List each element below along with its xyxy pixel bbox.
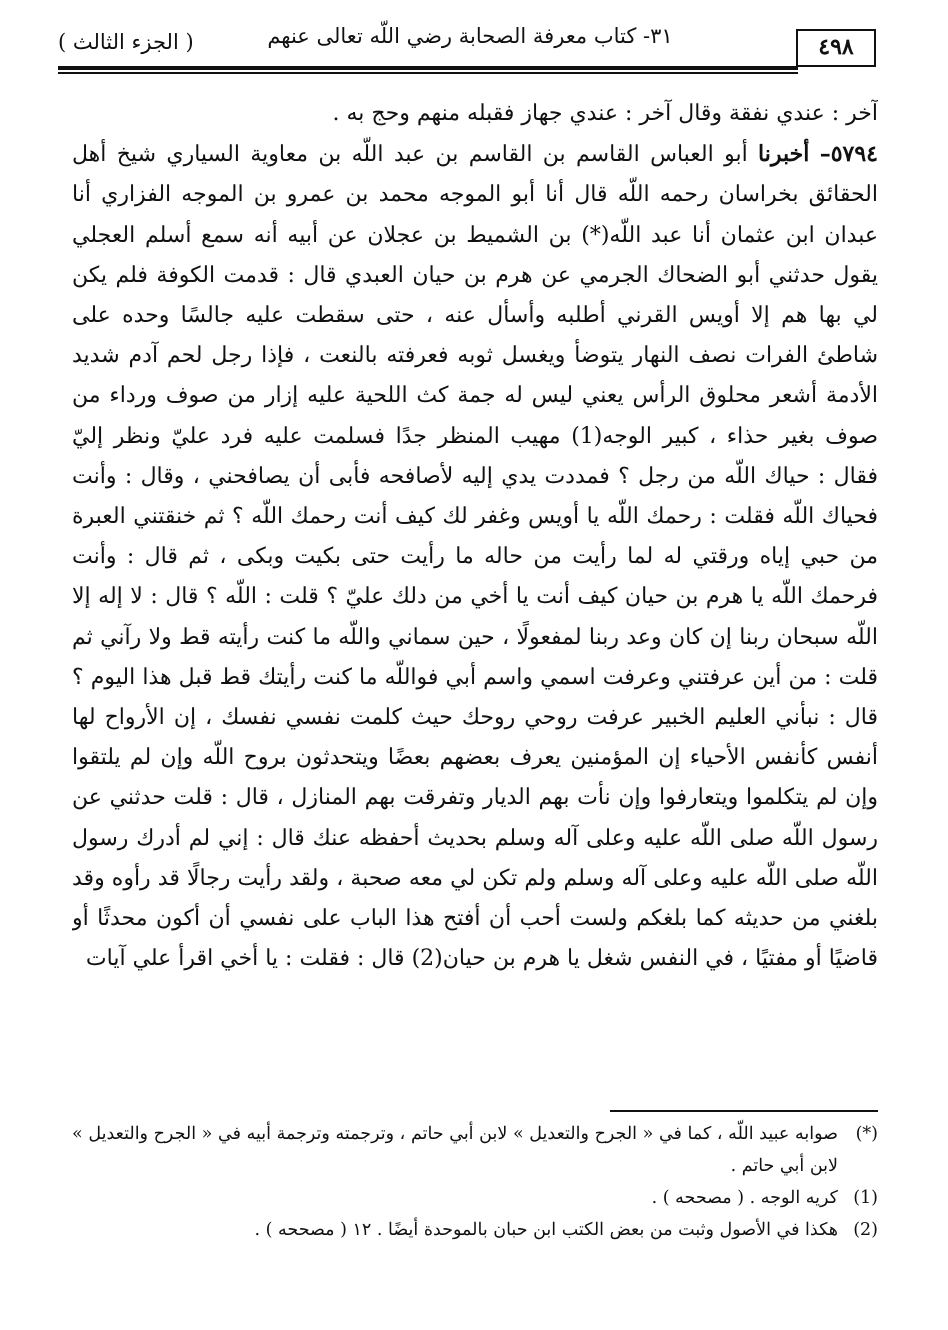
footnotes [72, 1118, 878, 1268]
hadith-number: ٥٧٩٤– [819, 141, 878, 168]
footnote-text: صوابه عبيد اللّه ، كما في « الجرح والتعديل » لابن أبي حاتم ، وترجمته وترجمة أبيه في « الجرح والتعديل » لابن أبي حاتم . [72, 1124, 838, 1176]
volume-label: ( الجزء الثالث ) [58, 30, 194, 54]
footnote-divider [610, 1110, 878, 1112]
footnote [72, 1182, 878, 1214]
footnote-text: هكذا في الأصول وثبت من بعض الكتب ابن حبان بالموحدة أيضًا . ١٢ ( مصححه ) . [254, 1220, 838, 1240]
opening-line: آخر : عندي نفقة وقال آخر : عندي جهاز فقبله منهم وحج به . [332, 101, 878, 126]
footnote-mark: (*) [855, 1124, 878, 1144]
footnote [72, 1214, 878, 1246]
hadith-paragraph [72, 134, 878, 979]
header-rule-thin [58, 72, 798, 74]
main-text [72, 94, 878, 1104]
hadith-lead: أخبرنا [758, 141, 810, 168]
header-rule [58, 66, 798, 70]
chapter-title: ٣١- كتاب معرفة الصحابة رضي اللّه تعالى عنهم [267, 24, 673, 48]
page-number: ٤٩٨ [796, 29, 876, 67]
footnote-text: كريه الوجه . ( مصححه ) . [651, 1188, 838, 1208]
footnote-mark: (1) [853, 1188, 878, 1208]
footnote-mark: (2) [853, 1220, 878, 1240]
hadith-text: أبو العباس القاسم بن القاسم بن عبد اللّه بن معاوية السياري شيخ أهل الحقائق بخراسان رحمه اللّه قال أنا أبو الموجه محمد بن عمرو بن الموجه الفزاري أنا عبدان ابن عثمان أنا عبد اللّه(*) بن الشميط بن عجلان عن أبيه أنه سمع أسلم العجلي يقول حدثني أبو الضحاك الجرمي عن هرم بن حيان العبدي قال : قدمت الكوفة فلم يكن لي بها هم إلا أويس القرني أطلبه وأسأل عنه ، حتى سقطت عليه جالسًا وحده على شاطئ الفرات نصف النهار يتوضأ ويغسل ثوبه فعرفته بالنعت ، فإذا رجل لحم آدم شديد الأدمة أشعر محلوق الرأس يعني ليس له جمة كث اللحية عليه إزار من صوف ورداء من صوف بغير حذاء ، كبير الوجه(1) مهيب المنظر جدًا فسلمت عليه فرد عليّ ونظر إليّ فقال : حياك اللّه من رجل ؟ فمددت يدي إليه لأصافحه فأبى أن يصافحني ، وقال : وأنت فحياك اللّه فقلت : رحمك اللّه يا أويس وغفر لك كيف أنت رحمك اللّه ؟ ثم خنقتني العبرة من حبي إياه ورقتي له لما رأيت من حاله ما رأيت حتى بكيت وبكى ، ثم قال : وأنت فرحمك اللّه يا هرم بن حيان كيف أنت يا أخي من دلك عليّ ؟ قلت : اللّه ؟ قال : لا إله إلا اللّه سبحان ربنا إن كان وعد ربنا لمفعولًا ، حين سماني واللّه ما كنت رأيته قط ولا رآني ثم قلت : من أين عرفتني وعرفت اسمي واسم أبي فواللّه ما كنت رأيتك قط قبل هذا اليوم ؟ قال : نبأني العليم الخبير عرفت روحي روحك حيث كلمت نفسي نفسك ، إن الأرواح لها أنفس كأنفس الأحياء إن المؤمنين يعرف بعضهم بعضًا ويتحدثون بروح اللّه وإن لم يلتقوا وإن لم يتكلموا ويتعارفوا وإن نأت بهم الديار وتفرقت بهم المنازل ، قال : قلت حدثني عن رسول اللّه صلى اللّه عليه وعلى آله وسلم بحديث أحفظه عنك قال : إني لم أدرك رسول اللّه صلى اللّه عليه وعلى آله وسلم ولم تكن لي معه صحبة ، ولقد رأيت رجالًا قد رأوه وقد بلغني من حديثه كما بلغكم ولست أحب أن أفتح هذا الباب على نفسي أن أكون محدثًا أو قاضيًا أو مفتيًا ، في النفس شغل يا هرم بن حيان(2) قال : فقلت : يا أخي اقرأ علي آيات [72, 142, 878, 972]
footnote [72, 1118, 878, 1182]
